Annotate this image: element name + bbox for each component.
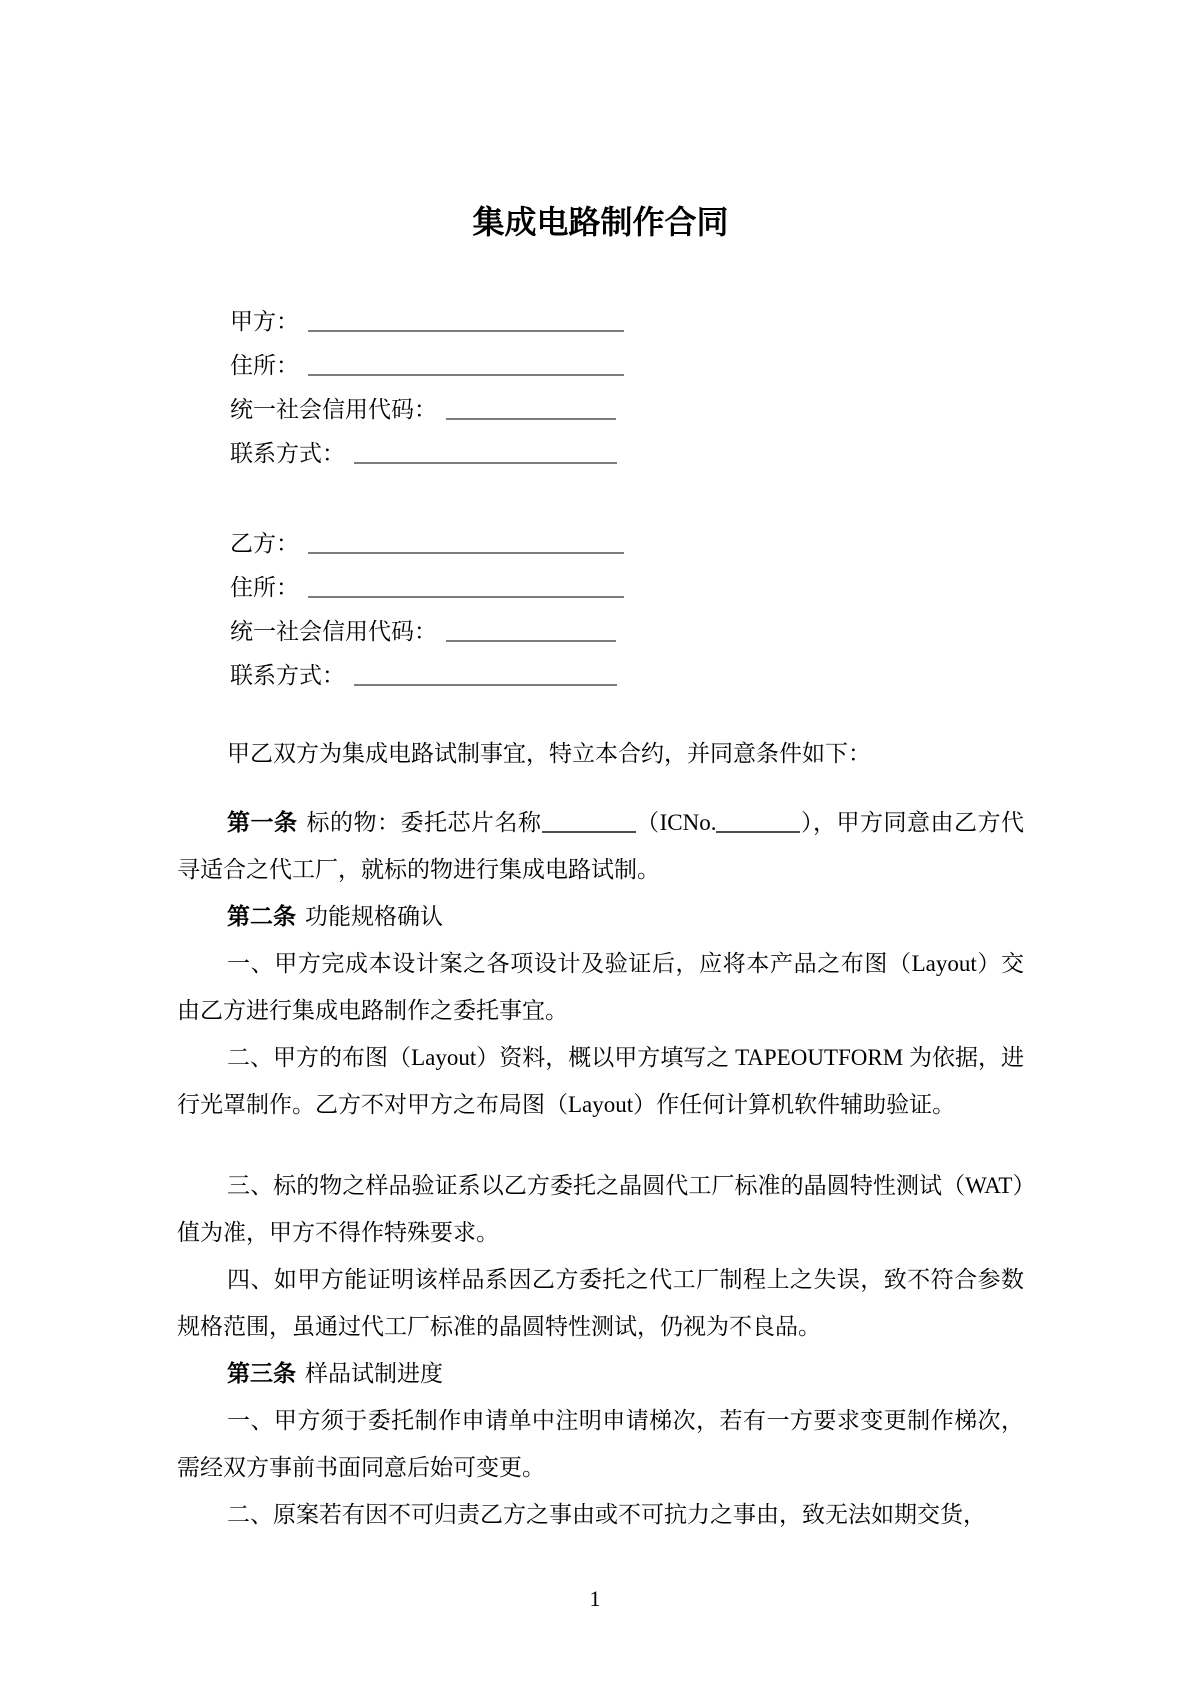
intro-paragraph: 甲乙双方为集成电路试制事宜，特立本合约，并同意条件如下： xyxy=(227,741,871,766)
fill-in-blank xyxy=(308,533,624,554)
party_b-line xyxy=(230,566,1024,610)
party_a-field-label: 住所： xyxy=(230,353,299,378)
clause-paragraph xyxy=(177,1256,1024,1350)
party_a-field-label: 联系方式： xyxy=(230,441,345,466)
page-number: 1 xyxy=(589,1586,601,1611)
fill-in-blank xyxy=(354,443,617,464)
clause-number-label: 第二条 xyxy=(227,904,296,929)
clause-text: 三、标的物之样品验证系以乙方委托之晶圆代工厂标准的晶圆特性测试（WAT）值为准，甲方不得作特殊要求。 xyxy=(177,1173,1024,1245)
page-content xyxy=(0,200,1190,1538)
fill-in-blank xyxy=(446,399,616,420)
clause-paragraph xyxy=(177,1162,1024,1256)
fill-in-blank xyxy=(354,665,617,686)
clause-text: 样品试制进度 xyxy=(305,1361,443,1386)
party_b-field-label: 乙方： xyxy=(230,531,299,556)
party_a-line xyxy=(230,344,1024,388)
party_b-line xyxy=(230,654,1024,698)
fill-in-blank xyxy=(446,621,616,642)
document-title: 集成电路制作合同 xyxy=(472,204,729,240)
clause-number-label: 第三条 xyxy=(227,1361,296,1386)
clause-text: 标的物：委托芯片名称 xyxy=(306,810,542,835)
party_b-line xyxy=(230,522,1024,566)
party-b-block xyxy=(177,522,1024,698)
party_b-field-label: 住所： xyxy=(230,575,299,600)
clause-paragraph xyxy=(177,940,1024,1034)
clause-paragraph xyxy=(177,1491,1024,1538)
fill-in-blank xyxy=(308,577,624,598)
party_a-line xyxy=(230,388,1024,432)
fill-in-blank xyxy=(308,311,624,332)
party_a-field-label: 统一社会信用代码： xyxy=(230,397,437,422)
party_b-field-label: 联系方式： xyxy=(230,663,345,688)
clause-paragraph xyxy=(177,1397,1024,1491)
clause-text: 二、原案若有因不可归责乙方之事由或不可抗力之事由，致无法如期交货， xyxy=(227,1502,986,1527)
clause-paragraph xyxy=(177,893,1024,940)
fill-in-blank xyxy=(308,355,624,376)
clause-paragraph xyxy=(177,1034,1024,1128)
clause-text: ），甲方同意由乙方代寻适合之代工厂，就标的物进行集成电路试制。 xyxy=(177,810,1025,882)
clause-paragraph xyxy=(177,1350,1024,1397)
clauses-section xyxy=(177,799,1024,1538)
clause-text: 一、甲方须于委托制作申请单中注明申请梯次，若有一方要求变更制作梯次，需经双方事前书面同意后始可变更。 xyxy=(177,1408,1024,1480)
party_b-field-label: 统一社会信用代码： xyxy=(230,619,437,644)
clause-text: 功能规格确认 xyxy=(305,904,443,929)
clause-number-label: 第一条 xyxy=(227,810,298,835)
clause-paragraph xyxy=(177,799,1024,893)
party_a-field-label: 甲方： xyxy=(230,309,299,334)
clause-text: （ICNo. xyxy=(635,810,717,835)
party_a-line xyxy=(230,432,1024,476)
party_a-line xyxy=(230,300,1024,344)
clause-text: 二、甲方的布图（Layout）资料，概以甲方填写之 TAPEOUTFORM 为依据，进行光罩制作。乙方不对甲方之布局图（Layout）作任何计算机软件辅助验证。 xyxy=(177,1045,1024,1117)
fill-in-blank xyxy=(716,812,800,833)
clause-text: 一、甲方完成本设计案之各项设计及验证后，应将本产品之布图（Layout）交由乙方进行集成电路制作之委托事宜。 xyxy=(177,951,1024,1023)
clause-text: 四、如甲方能证明该样品系因乙方委托之代工厂制程上之失误，致不符合参数规格范围，虽通过代工厂标准的晶圆特性测试，仍视为不良品。 xyxy=(177,1267,1024,1339)
fill-in-blank xyxy=(542,812,636,833)
party-a-block xyxy=(177,300,1024,476)
party_b-line xyxy=(230,610,1024,654)
